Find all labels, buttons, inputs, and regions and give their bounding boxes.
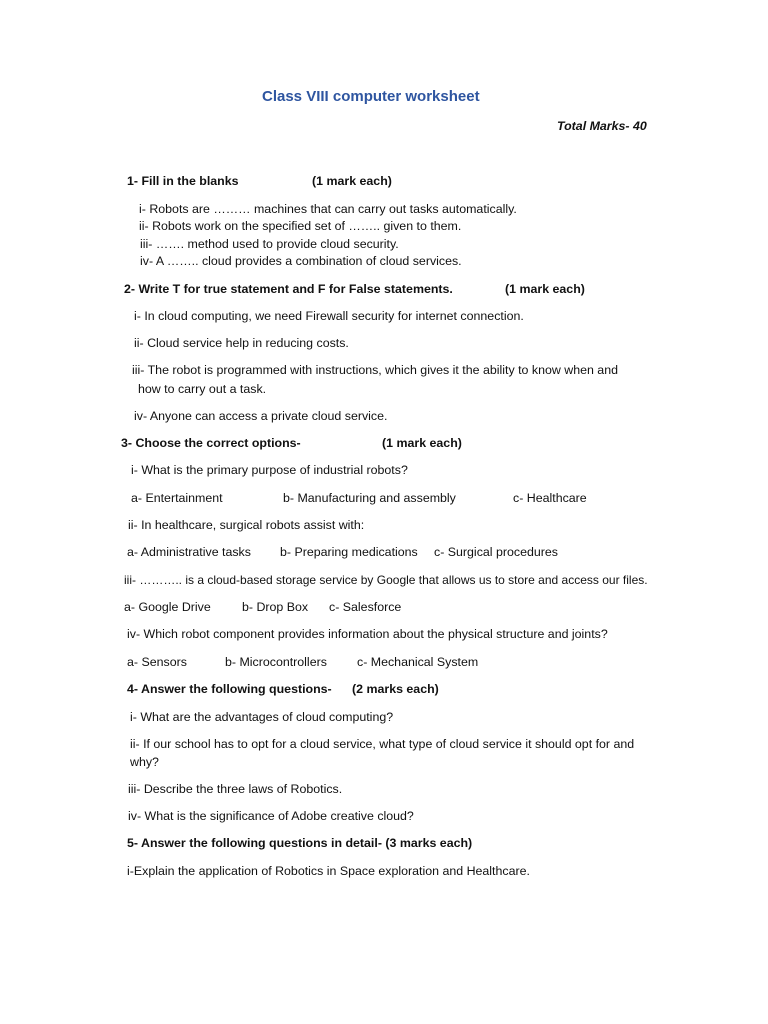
s3-q3-option-b: b- Drop Box [242,600,309,614]
section-1-marks: (1 mark each) [312,174,392,188]
s4-item-4: iv- What is the significance of Adobe creative cloud? [128,809,414,823]
s3-q1-option-a: a- Entertainment [131,491,223,505]
worksheet-title: Class VIII computer worksheet [262,88,480,105]
s3-q1-question: i- What is the primary purpose of industrial robots? [131,463,408,477]
s4-item-2: ii- If our school has to opt for a cloud service, what type of cloud service it should opt for and [130,737,635,751]
s1-item-3: iii- ……. method used to provide cloud security. [140,237,399,251]
section-2-heading: 2- Write T for true statement and F for False statements. [124,282,453,296]
s3-q1-option-b: b- Manufacturing and assembly [283,491,456,505]
s3-q3-option-a: a- Google Drive [124,600,211,614]
s3-q1-option-c: c- Healthcare [513,491,587,505]
s3-q2-option-a: a- Administrative tasks [127,545,251,559]
s3-q3-question: iii- ……….. is a cloud-based storage service by Google that allows us to store and access our files. [124,573,648,587]
s3-q2-question: ii- In healthcare, surgical robots assist with: [128,518,365,532]
s3-q3-option-c: c- Salesforce [329,600,402,614]
s2-item-2: ii- Cloud service help in reducing costs. [134,336,349,350]
s3-q4-option-a: a- Sensors [127,655,187,669]
s1-item-1: i- Robots are ……… machines that can carry out tasks automatically. [139,202,517,216]
s3-q4-option-b: b- Microcontrollers [225,655,327,669]
total-marks: Total Marks- 40 [557,119,647,133]
s3-q4-question: iv- Which robot component provides information about the physical structure and joints? [127,627,608,641]
section-4-marks: (2 marks each) [352,682,439,696]
s4-item-2-cont: why? [130,755,159,769]
s2-item-3-cont: how to carry out a task. [138,382,267,396]
s2-item-1: i- In cloud computing, we need Firewall security for internet connection. [134,309,524,323]
section-2-marks: (1 mark each) [505,282,585,296]
s1-item-2: ii- Robots work on the specified set of …….. given to them. [139,219,462,233]
s4-item-3: iii- Describe the three laws of Robotics. [128,782,343,796]
s1-item-4: iv- A …….. cloud provides a combination of cloud services. [140,254,462,268]
s4-item-1: i- What are the advantages of cloud computing? [130,710,394,724]
section-4-heading: 4- Answer the following questions- [127,682,332,696]
s5-item-1: i-Explain the application of Robotics in Space exploration and Healthcare. [127,864,530,878]
s3-q2-option-b: b- Preparing medications [280,545,418,559]
s3-q2-option-c: c- Surgical procedures [434,545,558,559]
s2-item-4: iv- Anyone can access a private cloud service. [134,409,388,423]
section-1-heading: 1- Fill in the blanks [127,174,239,188]
s3-q4-option-c: c- Mechanical System [357,655,479,669]
section-5-heading: 5- Answer the following questions in detail- (3 marks each) [127,836,473,850]
section-3-heading: 3- Choose the correct options- [121,436,301,450]
section-3-marks: (1 mark each) [382,436,462,450]
s2-item-3: iii- The robot is programmed with instructions, which gives it the ability to know when and [132,363,618,377]
